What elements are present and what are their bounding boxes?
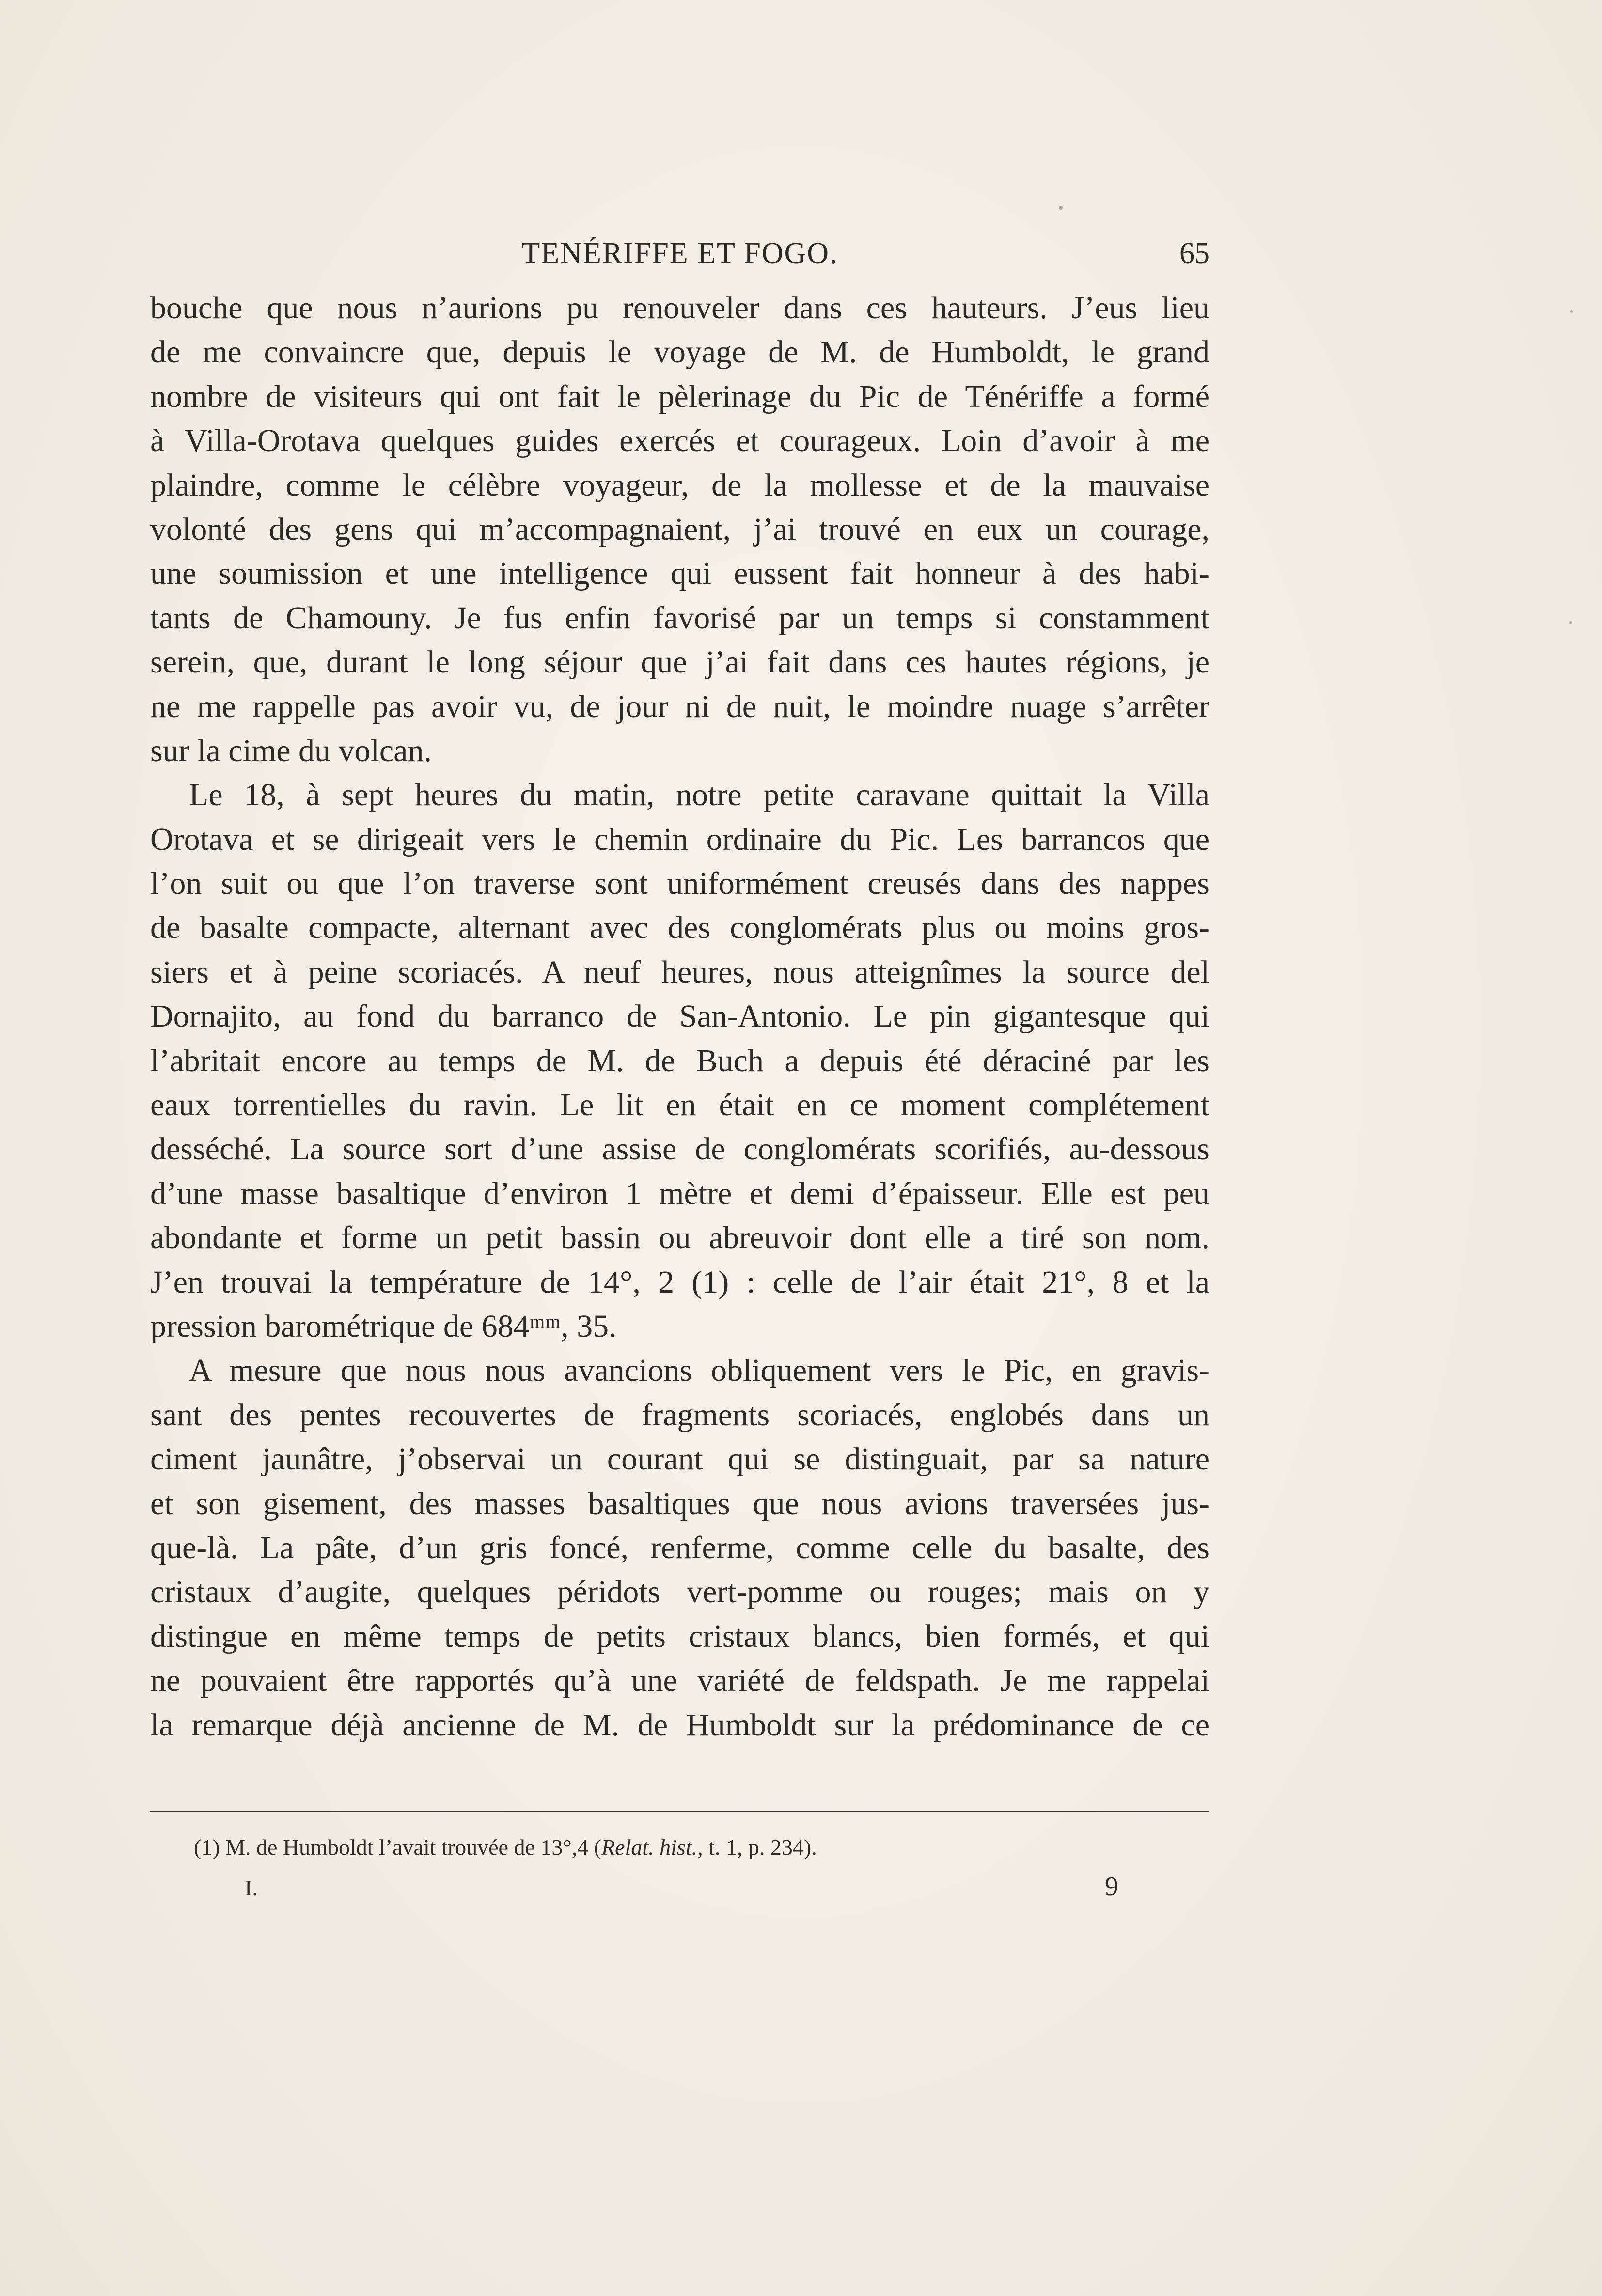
sheet-number: 9 [1105, 1872, 1118, 1902]
text-line: J’en trouvai la température de 14°, 2 (1) : celle de l’air était 21°, 8 et la [150, 1264, 1209, 1300]
text-line: siers et à peine scoriacés. A neuf heures, nous atteignîmes la source del [150, 954, 1209, 990]
body-text [150, 286, 1209, 1747]
footnote-text: M. de Humboldt l’avait trouvée de 13°,4 ( [225, 1835, 602, 1859]
text-line: de basalte compacte, alternant avec des conglomérats plus ou moins gros- [150, 910, 1209, 946]
text-line: distingue en même temps de petits cristaux blancs, bien formés, et qui [150, 1618, 1209, 1654]
signature-mark: I. [245, 1875, 258, 1900]
text-line: A mesure que nous nous avancions obliquement vers le Pic, en gravis- [189, 1353, 1209, 1389]
running-header [150, 236, 1209, 275]
text-line: sur la cime du volcan. [150, 733, 432, 768]
text-line: ne me rappelle pas avoir vu, de jour ni de nuit, le moindre nuage s’arrêter [150, 688, 1209, 724]
paper-speck [1570, 310, 1573, 313]
text-line: eaux torrentielles du ravin. Le lit en était en ce moment complétement [150, 1087, 1209, 1123]
text-line: de me convaincre que, depuis le voyage de M. de Humboldt, le grand [150, 334, 1209, 370]
text-line: pression barométrique de 684ᵐᵐ, 35. [150, 1308, 617, 1344]
text-line: Le 18, à sept heures du matin, notre petite caravane quittait la Villa [189, 777, 1209, 813]
footnote-marker: (1) [194, 1835, 220, 1859]
text-line: ciment jaunâtre, j’observai un courant qui se distinguait, par sa nature [150, 1441, 1209, 1477]
text-line: plaindre, comme le célèbre voyageur, de la mollesse et de la mauvaise [150, 467, 1209, 503]
text-line: l’on suit ou que l’on traverse sont uniformément creusés dans des nappes [150, 866, 1209, 902]
text-line: cristaux d’augite, quelques péridots vert-pomme ou rouges; mais on y [150, 1574, 1209, 1610]
footnote-text-end: , t. 1, p. 234). [697, 1835, 817, 1859]
text-line: nombre de visiteurs qui ont fait le pèlerinage du Pic de Ténériffe a formé [150, 378, 1209, 414]
text-line: tants de Chamouny. Je fus enfin favorisé par un temps si constamment [150, 600, 1209, 636]
text-line: desséché. La source sort d’une assise de conglomérats scorifiés, au-dessous [150, 1131, 1209, 1167]
text-line: une soumission et une intelligence qui eussent fait honneur à des habi- [150, 556, 1209, 592]
running-title: TENÉRIFFE ET FOGO. [521, 237, 838, 270]
text-line: l’abritait encore au temps de M. de Buch a depuis été déraciné par les [150, 1043, 1209, 1078]
text-line: Dornajito, au fond du barranco de San-Antonio. Le pin gigantesque qui [150, 999, 1209, 1034]
text-line: à Villa-Orotava quelques guides exercés et courageux. Loin d’avoir à me [150, 423, 1209, 459]
text-line: sant des pentes recouvertes de fragments scoriacés, englobés dans un [150, 1397, 1209, 1433]
text-line: et son gisement, des masses basaltiques que nous avions traversées jus- [150, 1485, 1209, 1521]
text-line: bouche que nous n’aurions pu renouveler dans ces hauteurs. J’eus lieu [150, 290, 1209, 326]
footnote [194, 1834, 817, 1860]
text-line: ne pouvaient être rapportés qu’à une variété de feldspath. Je me rappelai [150, 1663, 1209, 1699]
paper-speck [1569, 621, 1572, 624]
text-line: serein, que, durant le long séjour que j’ai fait dans ces hautes régions, je [150, 644, 1209, 680]
text-line: la remarque déjà ancienne de M. de Humboldt sur la prédominance de ce [150, 1707, 1209, 1743]
text-line: Orotava et se dirigeait vers le chemin ordinaire du Pic. Les barrancos que [150, 821, 1209, 857]
footnote-citation: Relat. hist. [601, 1835, 698, 1859]
text-line: d’une masse basaltique d’environ 1 mètre et demi d’épaisseur. Elle est peu [150, 1175, 1209, 1211]
text-line: que-là. La pâte, d’un gris foncé, renferme, comme celle du basalte, des [150, 1530, 1209, 1565]
footnote-rule [150, 1811, 1209, 1812]
text-line: volonté des gens qui m’accompagnaient, j’ai trouvé en eux un courage, [150, 511, 1209, 547]
text-line: abondante et forme un petit bassin ou abreuvoir dont elle a tiré son nom. [150, 1220, 1209, 1256]
paper-speck [1059, 206, 1063, 210]
page-number: 65 [1179, 237, 1209, 270]
